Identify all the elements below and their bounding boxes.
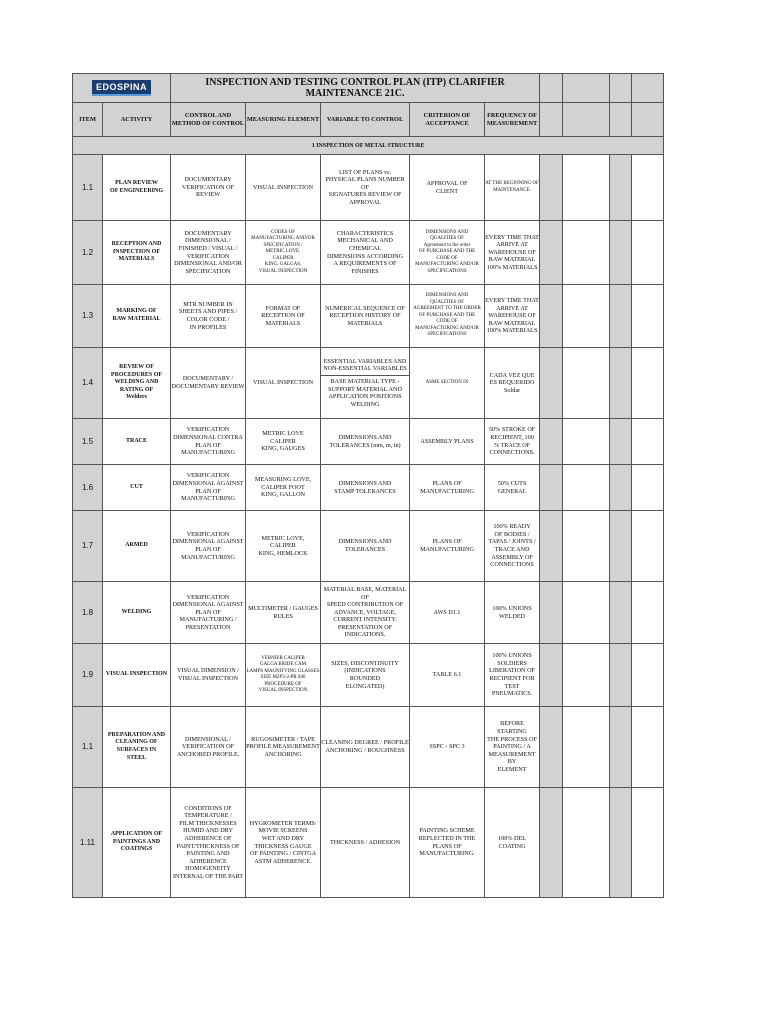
col-header-control-method: CONTROL AND METHOD OF CONTROL — [171, 103, 246, 137]
section-title: 1 INSPECTION OF METAL STRUCTURE — [73, 137, 664, 155]
blank-cell — [632, 511, 664, 582]
control-cell: CONDITIONS OF TEMPERATURE / FILM THICKNESSES HUMID AND DRY ADHERENCE OF PAINT/THICKNESS OF PAINTING AND ADHERENCE HOMOGENEITY INTERNAL OF THE PART — [171, 788, 246, 898]
blank-cell — [540, 221, 563, 285]
measuring-cell: METRIC LOVE, CALIPER KING, HEMLOCK — [246, 511, 321, 582]
blank-cell — [540, 465, 563, 511]
blank-cell — [540, 788, 563, 898]
itp-table — [72, 73, 664, 898]
blank-cell — [610, 707, 632, 788]
variable-cell: CLEANING DEGREE / PROFILE ANCHORING / ROUGHNESS — [321, 707, 410, 788]
frequency-cell: EVERY TIME THAT ARRIVE AT WAREHOUSE OF RAW MATERIAL 100% MATERIALS — [485, 221, 540, 285]
col-header-blank — [540, 103, 563, 137]
frequency-cell: AT THE BEGINNING OF MAINTENANCE. — [485, 155, 540, 221]
frequency-cell: EVERY TIME THAT ARRIVE AT WAREHOUSE OF RAW MATERIAL 100% MATERIALS — [485, 285, 540, 348]
header-blank — [563, 74, 610, 103]
table-row — [73, 348, 664, 419]
blank-cell — [563, 707, 610, 788]
activity-cell: ARMED — [103, 511, 171, 582]
variable-cell: MATERIAL BASE, MATERIAL OF SPEED CONTRIBUTION OF ADVANCE, VOLTAGE, CURRENT INTENSITY. PRESENTATION OF INDICATIONS. — [321, 582, 410, 644]
variable-cell-split — [321, 348, 410, 419]
control-cell: VERIFICATION DIMENSIONAL AGAINST PLAN OF MANUFACTURING — [171, 511, 246, 582]
frequency-cell: CADA VEZ QUE ES REQUERIDO Soldar — [485, 348, 540, 419]
col-header-blank — [563, 103, 610, 137]
control-cell: VERIFICATION DIMENSIONAL AGAINST PLAN OF MANUFACTURING — [171, 465, 246, 511]
blank-cell — [632, 788, 664, 898]
col-header-blank — [610, 103, 632, 137]
measuring-cell: CODES OF MANUFACTURING AND/OR SPECIFICATION / METRIC LOVE, CALIPER KING, GALGAS, VISUAL INSPECTION — [246, 221, 321, 285]
control-cell: MTR NUMBER IN SHEETS AND PIPES / COLOR CODE / IN PROFILES — [171, 285, 246, 348]
criterion-cell: PLANS OF MANUFACTURING — [410, 465, 485, 511]
blank-cell — [563, 285, 610, 348]
col-header-variable: VARIABLE TO CONTROL — [321, 103, 410, 137]
col-header-criterion: CRITERION OF ACCEPTANCE — [410, 103, 485, 137]
frequency-cell: 100% UNIONS SOLDIERS LIBERATION OF RECIPIENT FOR TEST PNEUMATICS. — [485, 644, 540, 707]
header-blank — [610, 74, 632, 103]
criterion-cell: AWS D1.1 — [410, 582, 485, 644]
measuring-cell: VERNIER CALIPER GALGA BRIDE CAM LAMPS MAGNIFYING GLASSES SIZE M2P3-2-PR 040 PROCEDURE OF VISUAL INSPECTION — [246, 644, 321, 707]
blank-cell — [540, 348, 563, 419]
table-row — [73, 582, 664, 644]
variable-cell: SIZES, DISCONTINUITY (INDICATIONS ROUNDED ELONGATED) — [321, 644, 410, 707]
table-row — [73, 419, 664, 465]
table-row — [73, 511, 664, 582]
header-blank — [540, 74, 563, 103]
activity-cell: MARKING OF RAW MATERIAL — [103, 285, 171, 348]
variable-cell: THICKNESS / ADHESION — [321, 788, 410, 898]
measuring-cell: HYGROMETER TERMS/ MOVIE SCREENS WET AND DRY THICKNESS GAUGE OF PAINTING / CINTGA ASTM ADHERENCE. — [246, 788, 321, 898]
item-number: 1.11 — [73, 788, 103, 898]
item-number: 1.1 — [73, 707, 103, 788]
blank-cell — [540, 707, 563, 788]
frequency-cell: 50% STROKE OF RECIPIENT, 100 % TRACE OF CONNECTIONS. — [485, 419, 540, 465]
control-cell: DOCUMENTARY VERIFICATION OF REVIEW — [171, 155, 246, 221]
criterion-cell: ASME SECTION IX — [410, 348, 485, 419]
blank-cell — [563, 465, 610, 511]
item-number: 1.6 — [73, 465, 103, 511]
blank-cell — [563, 582, 610, 644]
variable-cell: DIMENSIONS AND TOLERANCES — [321, 511, 410, 582]
item-number: 1.3 — [73, 285, 103, 348]
criterion-cell: DIMENSIONS AND QUALITIES OF AGREEMENT TO THE ORDER OF PURCHASE AND THE CODE OF MANUFACTURING AND/OR SPECIFICATIONS — [410, 285, 485, 348]
column-header-row — [73, 103, 664, 137]
control-cell: DIMENSIONAL / VERIFICATION OF ANCHORED PROFILE. — [171, 707, 246, 788]
measuring-cell: FORMAT OF RECEPTION OF MATERIALS — [246, 285, 321, 348]
variable-cell: NUMERICAL SEQUENCE OF RECEPTION HISTORY OF MATERIALS — [321, 285, 410, 348]
item-number: 1.8 — [73, 582, 103, 644]
blank-cell — [563, 419, 610, 465]
measuring-cell: MULTIMETER / GAUGES RULES — [246, 582, 321, 644]
activity-cell: TRACE — [103, 419, 171, 465]
blank-cell — [563, 155, 610, 221]
blank-cell — [610, 285, 632, 348]
blank-cell — [632, 419, 664, 465]
control-cell: VISUAL DIMENSION / VISUAL INSPECTION — [171, 644, 246, 707]
frequency-cell: 50% CUTS GENERAL — [485, 465, 540, 511]
activity-cell: WELDING — [103, 582, 171, 644]
col-header-frequency: FREQUENCY OF MEASUREMENT — [485, 103, 540, 137]
item-number: 1.9 — [73, 644, 103, 707]
blank-cell — [632, 582, 664, 644]
blank-cell — [610, 465, 632, 511]
criterion-cell: TABLE 6.1 — [410, 644, 485, 707]
criterion-cell: DIMENSIONS AND QUALITIES OF Agreement to the order OF PURCHASE AND THE CODE OF MANUFACTURING AND/OR SPECIFICATIONS — [410, 221, 485, 285]
control-cell: VERIFICATION DIMENSIONAL AGAINST PLAN OF MANUFACTURING / PRESENTATION — [171, 582, 246, 644]
table-row — [73, 644, 664, 707]
blank-cell — [610, 155, 632, 221]
table-row — [73, 221, 664, 285]
blank-cell — [540, 155, 563, 221]
header-blank — [632, 74, 664, 103]
measuring-cell: METRIC LOVE CALIPER KING, GAUGES — [246, 419, 321, 465]
col-header-activity: ACTIVITY — [103, 103, 171, 137]
item-number: 1.1 — [73, 155, 103, 221]
logo-cell — [73, 74, 171, 103]
item-number: 1.4 — [73, 348, 103, 419]
blank-cell — [540, 285, 563, 348]
blank-cell — [610, 511, 632, 582]
variable-cell: DIMENSIONS AND STAMP TOLERANCES — [321, 465, 410, 511]
measuring-cell: VISUAL INSPECTION — [246, 348, 321, 419]
measuring-cell: VISUAL INSPECTION — [246, 155, 321, 221]
item-number: 1.5 — [73, 419, 103, 465]
blank-cell — [632, 707, 664, 788]
blank-cell — [610, 221, 632, 285]
criterion-cell: APPROVAL OF CLIENT — [410, 155, 485, 221]
blank-cell — [540, 582, 563, 644]
blank-cell — [632, 285, 664, 348]
blank-cell — [563, 644, 610, 707]
activity-cell: APPLICATION OF PAINTINGS AND COATINGS — [103, 788, 171, 898]
blank-cell — [540, 511, 563, 582]
col-header-blank — [632, 103, 664, 137]
frequency-cell: 100% DEL COATING — [485, 788, 540, 898]
variable-cell: LIST OF PLANS vs. PHYSICAL PLANS NUMBER OF SIGNATURES REVIEW OF APPROVAL — [321, 155, 410, 221]
table-row — [73, 707, 664, 788]
frequency-cell: BEFORE STARTING THE PROCESS OF PAINTING / A MEASUREMENT BY ELEMENT — [485, 707, 540, 788]
blank-cell — [632, 348, 664, 419]
control-cell: DOCUMENTARY DIMENSIONAL / FINISHED / VISUAL / VERIFICATION DIMENSIONAL AND/OR SPECIFICATION — [171, 221, 246, 285]
col-header-item: ITEM — [73, 103, 103, 137]
blank-cell — [610, 788, 632, 898]
criterion-cell: PLANS OF MANUFACTURING — [410, 511, 485, 582]
criterion-cell: PAINTING SCHEME REFLECTED IN THE PLANS OF MANUFACTURING. — [410, 788, 485, 898]
blank-cell — [540, 419, 563, 465]
company-logo: EDOSPINA — [92, 80, 151, 96]
blank-cell — [632, 155, 664, 221]
variable-bottom: BASE MATERIAL TYPE - SUPPORT MATERIAL AND APPLICATION POSITIONS WELDING — [321, 375, 409, 410]
col-header-measuring-element: MEASURING ELEMENT — [246, 103, 321, 137]
activity-cell: PLAN REVIEW OF ENGINEERING — [103, 155, 171, 221]
blank-cell — [632, 465, 664, 511]
section-row — [73, 137, 664, 155]
activity-cell: RECEPTION AND INSPECTION OF MATERIALS — [103, 221, 171, 285]
document-title: INSPECTION AND TESTING CONTROL PLAN (ITP) CLARIFIER MAINTENANCE 21C. — [171, 74, 540, 103]
measuring-cell: MEASURING LOVE, CALIPER FOOT KING, GALLON — [246, 465, 321, 511]
blank-cell — [610, 582, 632, 644]
blank-cell — [610, 644, 632, 707]
blank-cell — [610, 419, 632, 465]
measuring-cell: RUGOSIMETER / TAPE PROFILE MEASUREMENT ANCHORING — [246, 707, 321, 788]
blank-cell — [610, 348, 632, 419]
blank-cell — [563, 348, 610, 419]
frequency-cell: 100% READY OF BODIES / TAPAS / JOINTS / TRACE AND ASSEMBLY OF CONNECTIONS — [485, 511, 540, 582]
control-cell: VERIFICATION DIMENSIONAL CONTRA PLAN OF MANUFACTURING — [171, 419, 246, 465]
blank-cell — [563, 221, 610, 285]
activity-cell: PREPARATION AND CLEANING OF SURFACES IN STEEL — [103, 707, 171, 788]
table-row — [73, 155, 664, 221]
table-row — [73, 788, 664, 898]
activity-cell: REVIEW OF PROCEDURES OF WELDING AND RATING OF Welders — [103, 348, 171, 419]
table-row — [73, 285, 664, 348]
activity-cell: CUT — [103, 465, 171, 511]
control-cell: DOCUMENTARY / DOCUMENTARY REVIEW — [171, 348, 246, 419]
title-row — [73, 74, 664, 103]
blank-cell — [540, 644, 563, 707]
variable-top: ESSENTIAL VARIABLES AND NON-ESSENTIAL VARIABLES — [323, 357, 407, 373]
blank-cell — [632, 644, 664, 707]
blank-cell — [563, 511, 610, 582]
variable-cell: DIMENSIONS AND TOLERANCES (mm, m, in) — [321, 419, 410, 465]
blank-cell — [563, 788, 610, 898]
blank-cell — [632, 221, 664, 285]
frequency-cell: 100% UNIONS WELDED — [485, 582, 540, 644]
activity-cell: VISUAL INSPECTION — [103, 644, 171, 707]
item-number: 1.7 — [73, 511, 103, 582]
item-number: 1.2 — [73, 221, 103, 285]
variable-cell: CHARACTERISTICS MECHANICAL AND CHEMICAL DIMENSIONS ACCORDING A REQUIREMENTS OF FINISHES — [321, 221, 410, 285]
criterion-cell: ASSEMBLY PLANS — [410, 419, 485, 465]
table-row — [73, 465, 664, 511]
criterion-cell: SSPC - SPC 3 — [410, 707, 485, 788]
